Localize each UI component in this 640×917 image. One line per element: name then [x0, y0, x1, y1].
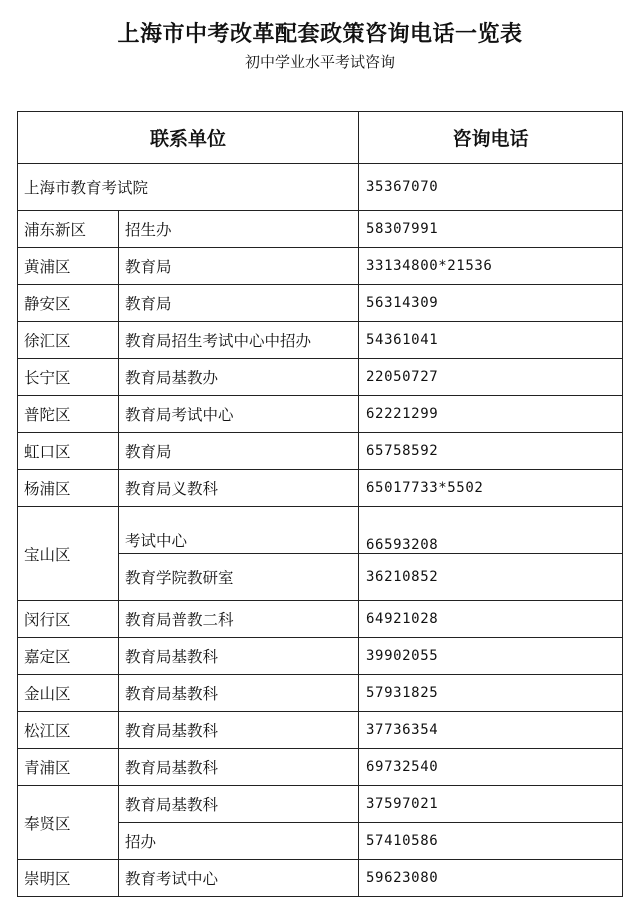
phone-cell: 65758592 [359, 433, 623, 470]
district-cell: 金山区 [18, 675, 119, 712]
office-cell: 招办 [119, 823, 359, 860]
unit-cell: 上海市教育考试院 [18, 164, 359, 211]
district-cell: 普陀区 [18, 396, 119, 433]
office-cell: 教育局 [119, 285, 359, 322]
phone-cell: 37597021 [359, 786, 623, 823]
office-cell: 教育局基教科 [119, 675, 359, 712]
table-row [18, 786, 623, 823]
district-cell: 嘉定区 [18, 638, 119, 675]
header-phone: 咨询电话 [359, 112, 623, 164]
office-cell: 教育学院教研室 [119, 554, 359, 601]
phone-cell: 39902055 [359, 638, 623, 675]
table-row [18, 601, 623, 638]
table-row [18, 749, 623, 786]
phone-cell: 57931825 [359, 675, 623, 712]
district-cell: 徐汇区 [18, 322, 119, 359]
table-row [18, 164, 623, 211]
office-cell: 教育局基教科 [119, 638, 359, 675]
page-subtitle: 初中学业水平考试咨询 [244, 53, 395, 71]
header-unit: 联系单位 [18, 112, 359, 164]
contact-table [17, 111, 623, 897]
phone-cell: 59623080 [359, 860, 623, 897]
phone-cell: 58307991 [359, 211, 623, 248]
district-cell: 宝山区 [18, 507, 119, 601]
phone-cell: 35367070 [359, 164, 623, 211]
phone-cell: 37736354 [359, 712, 623, 749]
district-cell: 松江区 [18, 712, 119, 749]
office-cell: 教育局基教科 [119, 786, 359, 823]
page-title: 上海市中考改革配套政策咨询电话一览表 [117, 22, 523, 47]
phone-cell: 33134800*21536 [359, 248, 623, 285]
district-cell: 崇明区 [18, 860, 119, 897]
office-cell: 教育局基教科 [119, 749, 359, 786]
office-cell: 教育局基教科 [119, 712, 359, 749]
phone-cell: 66593208 [359, 507, 623, 554]
table-row [18, 712, 623, 749]
office-cell: 教育局 [119, 248, 359, 285]
table-row [18, 433, 623, 470]
table-row [18, 638, 623, 675]
table-row [18, 322, 623, 359]
office-cell: 教育局 [119, 433, 359, 470]
district-cell: 浦东新区 [18, 211, 119, 248]
table-row [18, 396, 623, 433]
table-header-row [18, 112, 623, 164]
phone-cell: 22050727 [359, 359, 623, 396]
table-row [18, 470, 623, 507]
phone-cell: 56314309 [359, 285, 623, 322]
district-cell: 杨浦区 [18, 470, 119, 507]
district-cell: 虹口区 [18, 433, 119, 470]
phone-cell: 62221299 [359, 396, 623, 433]
office-cell: 教育局义教科 [119, 470, 359, 507]
district-cell: 静安区 [18, 285, 119, 322]
phone-cell: 64921028 [359, 601, 623, 638]
table-row [18, 248, 623, 285]
district-cell: 青浦区 [18, 749, 119, 786]
office-cell: 教育局招生考试中心中招办 [119, 322, 359, 359]
table-row [18, 285, 623, 322]
table-row [18, 860, 623, 897]
phone-cell: 69732540 [359, 749, 623, 786]
table-row [18, 211, 623, 248]
phone-cell: 65017733*5502 [359, 470, 623, 507]
table-row [18, 675, 623, 712]
phone-cell: 54361041 [359, 322, 623, 359]
district-cell: 长宁区 [18, 359, 119, 396]
office-cell: 教育局普教二科 [119, 601, 359, 638]
phone-cell: 36210852 [359, 554, 623, 601]
table-row [18, 507, 623, 554]
district-cell: 闵行区 [18, 601, 119, 638]
district-cell: 奉贤区 [18, 786, 119, 860]
office-cell: 教育局基教办 [119, 359, 359, 396]
office-cell: 教育考试中心 [119, 860, 359, 897]
phone-cell: 57410586 [359, 823, 623, 860]
office-cell: 招生办 [119, 211, 359, 248]
office-cell: 考试中心 [119, 507, 359, 554]
office-cell: 教育局考试中心 [119, 396, 359, 433]
district-cell: 黄浦区 [18, 248, 119, 285]
table-row [18, 359, 623, 396]
